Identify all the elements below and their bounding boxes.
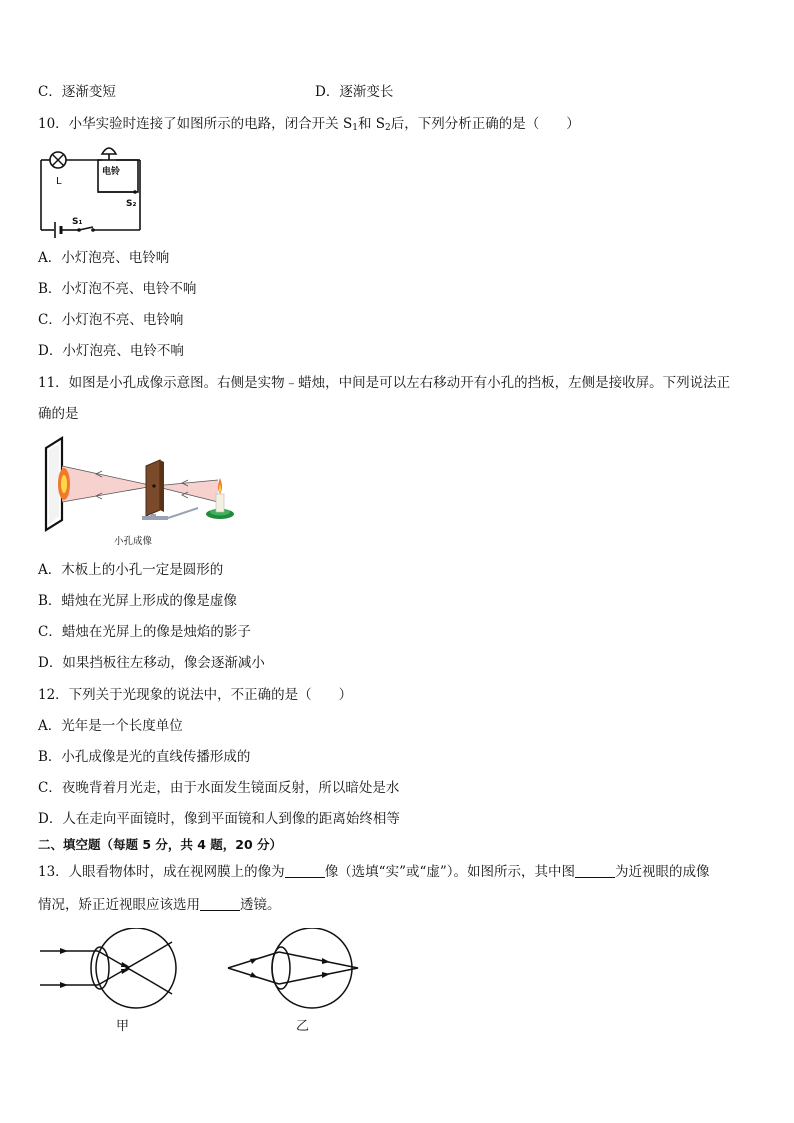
q12-option-d: D．人在走向平面镜时，像到平面镜和人到像的距离始终相等 [38, 811, 400, 827]
eye-label-jia: 甲 [116, 1019, 130, 1034]
q11-option-b: B．蜡烛在光屏上形成的像是虚像 [38, 593, 237, 609]
q13-blank-3[interactable] [200, 896, 240, 911]
q12-option-a: A．光年是一个长度单位 [38, 718, 183, 734]
q10-stem: 10．小华实验时连接了如图所示的电路，闭合开关 $S_1$和 $S_2$后，下列分析正确的是（ ） [38, 116, 580, 133]
switch-s1-icon [77, 227, 95, 232]
switch-s1-label: S₁ [72, 217, 83, 227]
q13-blank-1[interactable] [285, 863, 325, 878]
lamp-icon [50, 152, 66, 168]
q10-option-d: D．小灯泡亮、电铃不响 [38, 343, 184, 359]
q13-blank-2[interactable] [575, 863, 615, 878]
q13-stem-line2: 情况，矫正近视眼应该选用 透镜。 [38, 897, 281, 913]
q13-stem-line1: 13．人眼看物体时，成在视网膜上的像为 像（选填“实”或“虚”）。如图所示，其中图 为近视眼的成像 [38, 864, 710, 880]
q9-option-c: C．逐渐变短 [38, 84, 116, 100]
bell-icon [102, 148, 116, 160]
eye-diagram-yi [224, 928, 374, 1038]
pinhole-caption: 小孔成像 [114, 536, 153, 547]
switch-s2-icon [98, 190, 137, 194]
q11-stem-line2: 确的是 [38, 406, 79, 422]
eye-diagram-jia [38, 928, 208, 1038]
battery-icon [55, 222, 61, 238]
bell-label: 电铃 [102, 167, 121, 177]
q10-option-b: B．小灯泡不亮、电铃不响 [38, 281, 197, 297]
circuit-diagram [36, 140, 148, 240]
q9-option-d: D．逐渐变长 [315, 84, 394, 100]
q10-option-c: C．小灯泡不亮、电铃响 [38, 312, 184, 328]
q10-option-a: A．小灯泡亮、电铃响 [38, 250, 170, 266]
eye-label-yi: 乙 [296, 1019, 310, 1034]
q12-stem: 12．下列关于光现象的说法中，不正确的是（ ） [38, 687, 353, 703]
pinhole-imaging-figure [38, 436, 244, 552]
q12-option-b: B．小孔成像是光的直线传播形成的 [38, 749, 251, 765]
section2-heading: 二、填空题（每题 5 分，共 4 题，20 分） [38, 837, 283, 852]
q11-option-d: D．如果挡板往左移动，像会逐渐减小 [38, 655, 265, 671]
switch-s2-label: S₂ [126, 199, 137, 209]
q11-stem-line1: 11．如图是小孔成像示意图。右侧是实物﹣蜡烛，中间是可以左右移动开有小孔的挡板，左侧是接收屏。下列说法正 [38, 375, 731, 391]
lamp-label: L [56, 176, 62, 187]
q12-option-c: C．夜晚背着月光走，由于水面发生镜面反射，所以暗处是水 [38, 780, 400, 796]
q11-option-a: A．木板上的小孔一定是圆形的 [38, 562, 224, 578]
q11-option-c: C．蜡烛在光屏上的像是烛焰的影子 [38, 624, 251, 640]
